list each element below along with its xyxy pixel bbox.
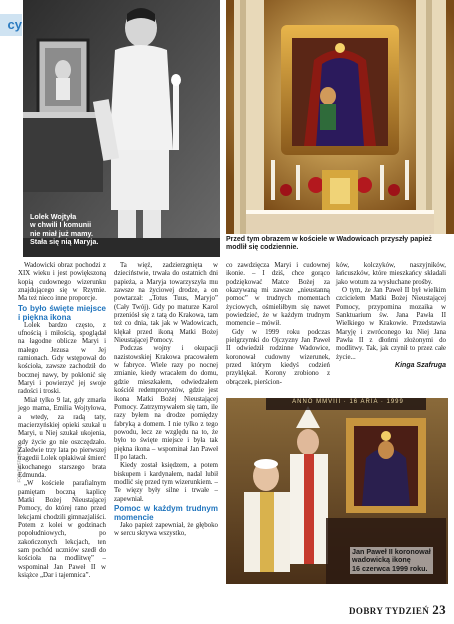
col3-paragraph-1: co zawdzięcza Maryi i cudownej ikonie. – I dziś, chce gorąco podziękować Matce Bożej za okazywaną mi zawsze „nieustanną pomoc” w trudnych momentach życiowych, ośmieliłbym się nawet powiedzieć, że w każdym trudnym momencie – mówił. [226,262,330,328]
col3-paragraph-2: Gdy w 1999 roku podczas pielgrzymki do Ojczyzny Jan Paweł II odwiedził rodzinne Wadowice, koronował cudowny wizerunek, przed którym kiedyś codzień przyklękał. Korony zrobiono z obrączek, pierścion- [226,328,330,386]
col1-subheading: To było święte miejsce i piękna ikona [18,303,106,322]
col2-paragraph-2: Podczas wojny i okupacji nazistowskiej Krakowa pracowałem w fabryce. Wiele razy po nocnej zmianie, kiedy wracałem do domu, gdzie mieszkałem, odwiedzałem kościół redemptorystów, gdzie jest ikona Matki Bożej Nieustającej Pomocy. Zatrzymywałem się tam, ile razy byłem na drodze pomiędzy fabryką a domem. I nie tylko z tego powodu, lecz ze względu na to, że było to święte miejsce i była tak piękna ikona – wspominał Jan Paweł II po latach. [114,345,218,461]
photo3-caption-line3: 16 czerwca 1999 roku. [352,563,428,573]
col2-paragraph-4: Jako papież zapewniał, że głęboko w sercu skrywa wszystko, [114,521,218,538]
col2-paragraph-3: Kiedy został księdzem, a potem biskupem i kardynałem, nadal lubił modlić się przed tym wizerunkiem. – Te więzy były silne i trwałe – zapewniał. [114,462,218,503]
photo1-caption-line2: w chwili I komunii [30,220,92,230]
author-signature: Kinga Szafruga [395,362,446,370]
photo3-banner-text: ANNO MMVIII · 16 ARIA · 1999 [292,399,404,405]
page-footer [349,602,446,618]
column-2 [114,262,218,539]
column-1 [18,262,106,580]
photo-altar-icon [226,0,454,234]
photo1-caption-line1: Lolek Wojtyła [30,212,77,221]
photo-credit-text: FOT. EAST NEWS [16,445,22,483]
col1-paragraph-3: Miał tylko 9 lat, gdy zmarła jego mama, Emilia Wojtyłowa, a wtedy, za radą taty, macierzyńskiej opieki szukał u Maryi, u Niej szukał ukojenia, gdy życie go nie oszczędzało. Zaledwie trzy lata po pierwszej tragedii Lolek opłakiwał śmierć ukochanego starszego brata Edmunda. [18,396,106,479]
photo2-caption: Przed tym obrazem w kościele w Wadowicach przyszły papież modlił się codziennie. [226,236,432,252]
photo-credit [9,290,22,590]
magazine-title: DOBRY TYDZIEŃ [349,606,430,616]
photo1-caption [30,213,98,247]
column-4 [336,262,446,370]
col1-intro: Wadowicki obraz pochodzi z XIX wieku i jest powiększoną kopią cudownego wizerunku znajdującego się w Rzymie. Ma też nieco inne proporcje. [18,262,106,303]
corner-tag: cy [0,14,22,36]
photo3-caption-line1: Jan Paweł II koronował [352,547,431,556]
col2-subheading: Pomoc w każdym trudnym momencie [114,503,218,522]
photo3-caption [350,547,433,574]
col1-paragraph-2: Lolek bardzo często, z ufnością i miłością, spoglądał na łagodne oblicze Maryi i małego Jezusa w Jej ramionach. Gdy wstępował do kościoła, zawsze zachodził do bocznej nawy, by pokłonić się Maryi i powierzyć jej swoje radości i troski. [18,321,106,396]
page-number: 23 [432,602,446,617]
photo1-caption-line4: Stała się nią Maryja. [30,237,99,247]
photo-altar-icon-image [226,0,454,234]
photo1-caption-line3: nie miał już mamy. [30,228,93,238]
col1-paragraph-4: „W kościele parafialnym pamiętam boczną kaplicę Matki Bożej Nieustającej Pomocy, do której rano przed lekcjami chodzili gimnazjaliści. Potem z kolei w godzinach popołudniowych, po zakończonych lekcjach, ten sam pochód uczniów szedł do kościoła na modlitwę” – wspominał Jan Paweł II w książce „Dar i tajemnica”. [18,480,106,580]
col4-paragraph-2: O tym, że Jan Paweł II był wielkim czcicielem Matki Bożej Nieustającej Pomocy, przypomina mozaika w Sanktuarium św. Jana Pawła II Wielkiego w Krakowie. Przedstawia Maryję i zwróconego ku Niej Jana Pawła II z dłońmi złożonymi do modlitwy. Tak, jak czynił to przez całe życie... [336,287,446,361]
column-3 [226,262,330,387]
col2-paragraph-1: Ta więź, zadzierzgnięta w dzieciństwie, trwała do ostatnich dni papieża, a Maryja towarzyszyła mu zawsze na życiowej drodze, a on powtarzał: „Totus Tuus, Maryjo” (Cały Twój). Gdy po maturze Karol przeniósł się z tatą do Krakowa, tam też co dnia, tak jak w Wadowicach, klękał przed ikoną Matki Bożej Nieustającej Pomocy. [114,262,218,345]
photo3-caption-line2: wadowicką ikonę [352,555,411,565]
col4-paragraph-1: ków, kolczyków, naszyjników, łańcuszków, które mieszkańcy składali jako wotum za wysłuchane prośby. [336,262,446,286]
